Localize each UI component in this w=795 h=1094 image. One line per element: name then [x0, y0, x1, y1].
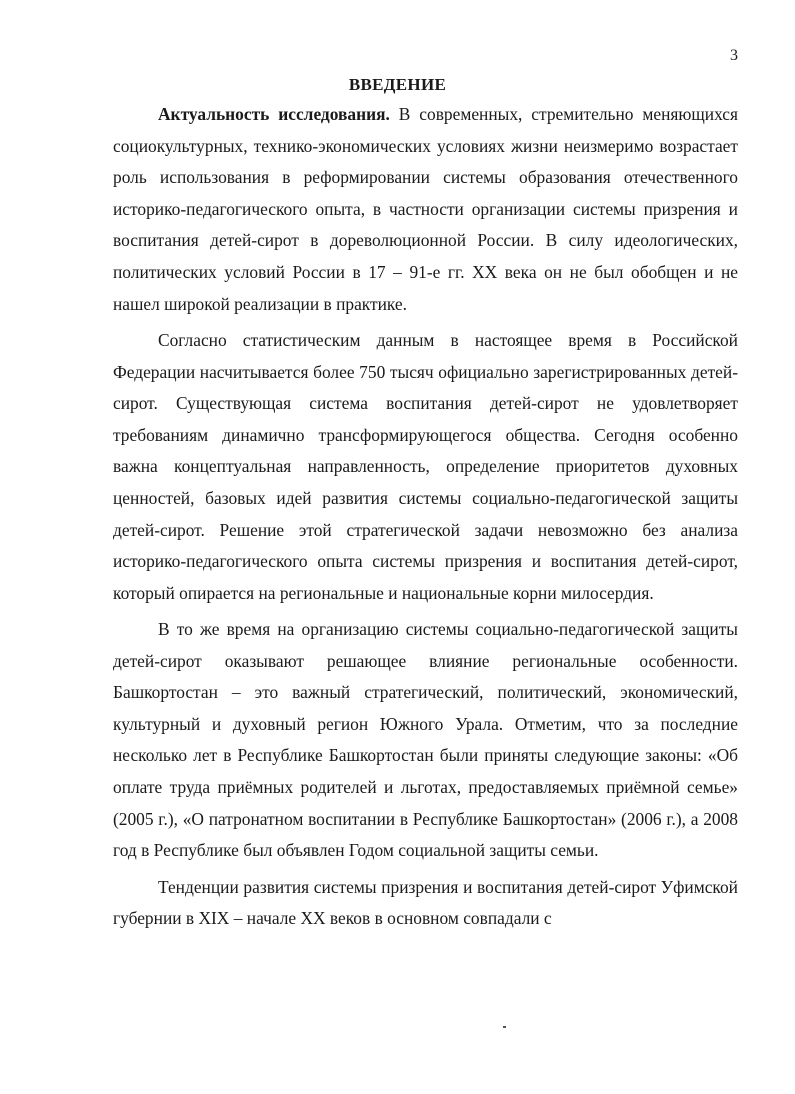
paragraph-regional: В то же время на организацию системы социально-педагогической защиты детей-сирот оказывают решающее влияние региональные особенности. Башкортостан – это важный стратегический, политический, экономический, культурный и духовный регион Южного Урала. Отметим, что за последние несколько лет в Республике Башкортостан были приняты следующие законы: «Об оплате труда приёмных родителей и льготах, предоставляемых приёмной семье» (2005 г.), «О патронатном воспитании в Республике Башкортостан» (2006 г.), а 2008 год в Республике был объявлен Годом социальной защиты семьи. — [113, 619, 738, 861]
scan-speck — [503, 1026, 506, 1028]
paragraph-lead: Актуальность исследования. — [158, 104, 390, 124]
section-heading: ВВЕДЕНИЕ — [348, 75, 447, 94]
paragraph-relevance — [113, 99, 738, 320]
page-number: 3 — [730, 47, 738, 64]
body-text — [113, 99, 738, 935]
paragraph-tendencies: Тенденции развития системы призрения и воспитания детей-сирот Уфимской губернии в XIX – начале XX веков в основном совпадали с — [113, 876, 738, 929]
paragraph-text: В современных, стремительно меняющихся социокультурных, технико-экономических условиях жизни неизмеримо возрастает роль использования в реформировании системы образования отечественного историко-педагогического опыта, в частности организации системы призрения и воспитания детей-сирот в дореволюционной России. В силу идеологических, политических условий России в 17 – 91-е гг. XX века он не был обобщен и не нашел широкой реализации в практике. — [113, 104, 739, 314]
paragraph-statistics: Согласно статистическим данным в настоящее время в Российской Федерации насчитывается более 750 тысяч официально зарегистрированных детей-сирот. Существующая система воспитания детей-сирот не удовлетворяет требованиям динамично трансформирующегося общества. Сегодня особенно важна концептуальная направленность, определение приоритетов духовных ценностей, базовых идей развития системы социально-педагогической защиты детей-сирот. Решение этой стратегической задачи невозможно без анализа историко-педагогического опыта системы призрения и воспитания детей-сирот, который опирается на региональные и национальные корни милосердия. — [113, 329, 738, 603]
